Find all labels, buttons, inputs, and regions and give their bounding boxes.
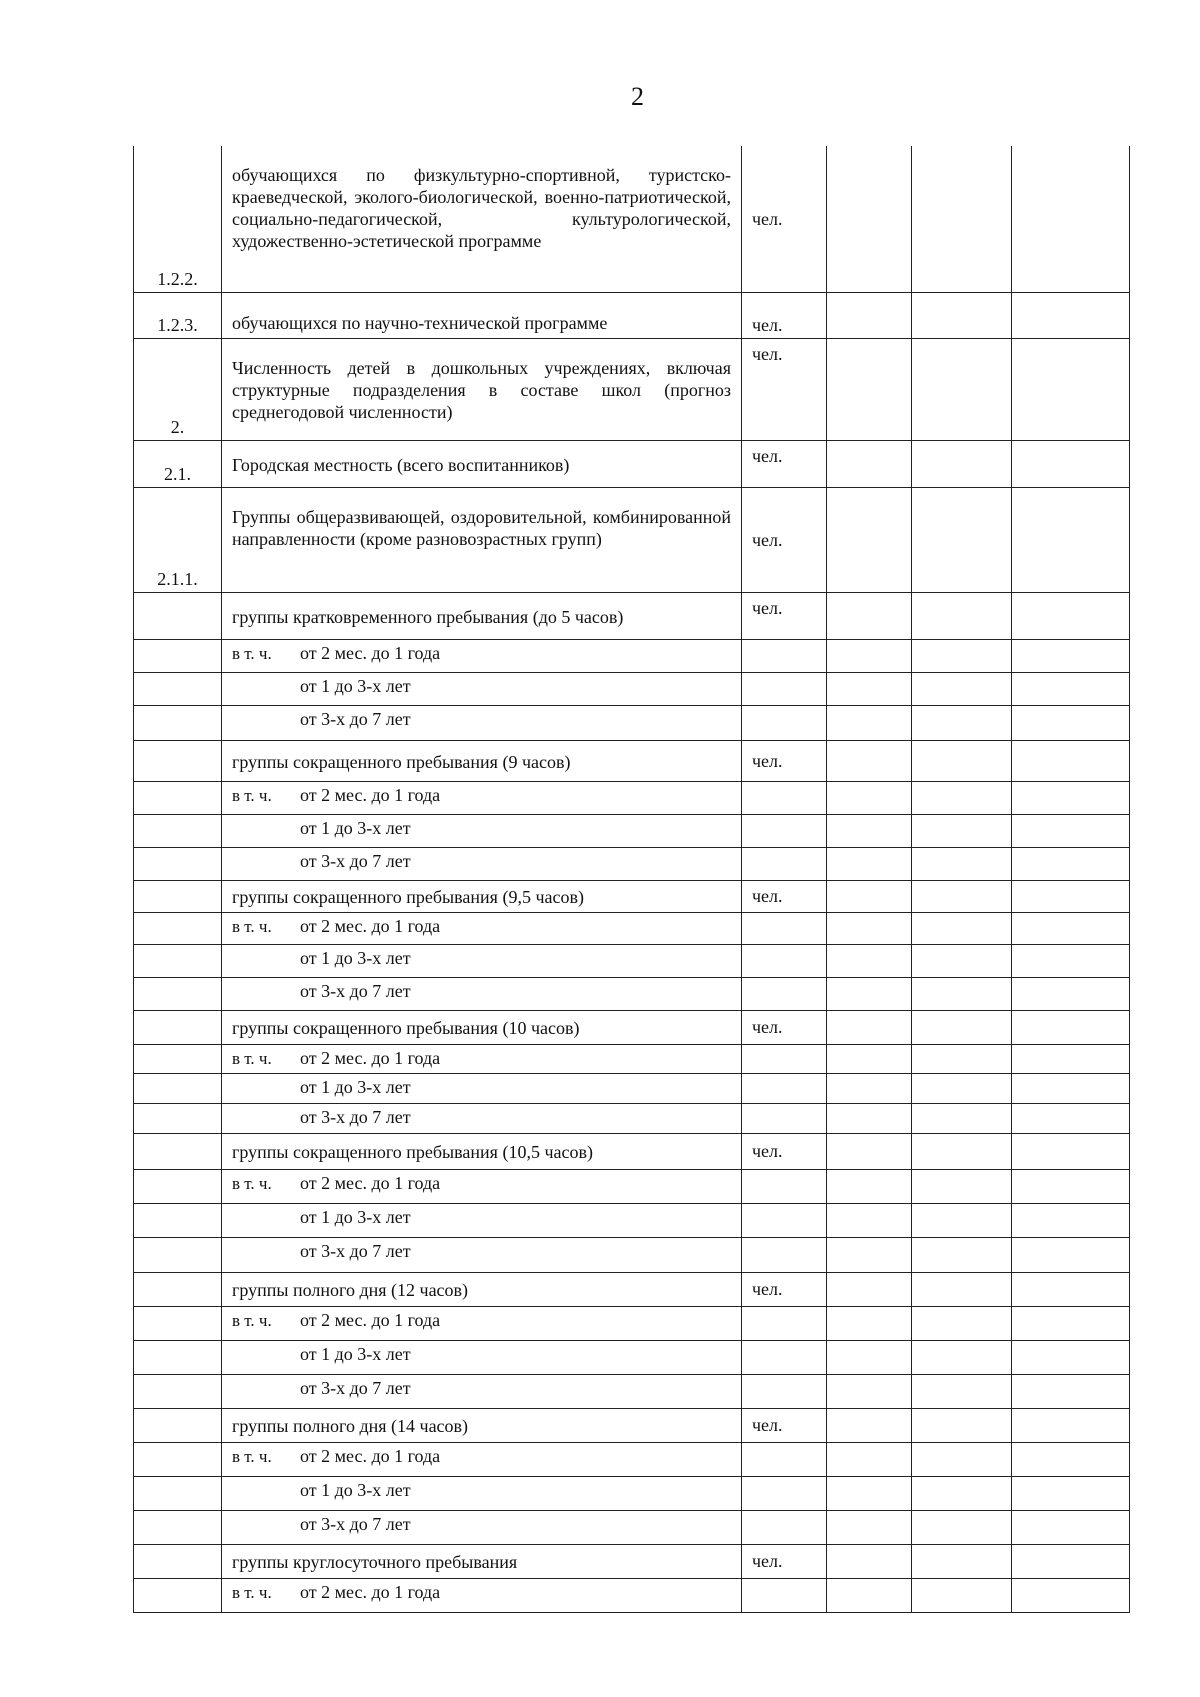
row-unit: чел. (742, 592, 827, 639)
row-unit: чел. (742, 1408, 827, 1442)
value-cell (1012, 880, 1130, 912)
value-cell (912, 1044, 1012, 1073)
row-age-range: от 3-х до 7 лет (300, 980, 411, 1001)
row-unit (742, 639, 827, 672)
table-row (134, 1578, 1130, 1612)
table-row (134, 1544, 1130, 1578)
row-code (134, 1510, 222, 1544)
value-cell (1012, 1073, 1130, 1103)
row-text (222, 944, 742, 977)
row-text (222, 1374, 742, 1408)
value-cell (1012, 1476, 1130, 1510)
row-unit (742, 1103, 827, 1133)
value-cell (1012, 1374, 1130, 1408)
value-cell (1012, 1340, 1130, 1374)
row-text (222, 847, 742, 880)
row-unit (742, 1306, 827, 1340)
value-cell (1012, 912, 1130, 944)
value-cell (827, 977, 912, 1010)
value-cell (1012, 639, 1130, 672)
row-age-range: от 2 мес. до 1 года (300, 784, 441, 805)
row-prefix: в т. ч. (232, 1048, 272, 1068)
value-cell (912, 1578, 1012, 1612)
value-cell (1012, 1237, 1130, 1272)
row-unit (742, 1237, 827, 1272)
value-cell (912, 1010, 1012, 1044)
row-code (134, 1169, 222, 1203)
value-cell (912, 1510, 1012, 1544)
row-code (134, 1476, 222, 1510)
value-cell (912, 1544, 1012, 1578)
value-cell (912, 1169, 1012, 1203)
row-text (222, 1510, 742, 1544)
row-text (222, 1103, 742, 1133)
value-cell (1012, 146, 1130, 292)
row-age-range: от 2 мес. до 1 года (300, 642, 441, 663)
value-cell (827, 814, 912, 847)
value-cell (827, 1578, 912, 1612)
row-age-range: от 3-х до 7 лет (300, 1377, 411, 1398)
row-code (134, 781, 222, 814)
row-unit: чел. (742, 487, 827, 592)
row-unit (742, 912, 827, 944)
value-cell (1012, 705, 1130, 740)
value-cell (912, 814, 1012, 847)
row-code (134, 814, 222, 847)
row-code: 1.2.3. (134, 292, 222, 338)
row-code (134, 1374, 222, 1408)
value-cell (827, 1103, 912, 1133)
table-row (134, 1510, 1130, 1544)
row-unit: чел. (742, 1544, 827, 1578)
row-prefix: в т. ч. (232, 785, 272, 805)
row-text (222, 1237, 742, 1272)
row-age-range: от 1 до 3-х лет (300, 1206, 411, 1227)
table-row (134, 1010, 1130, 1044)
row-unit (742, 1578, 827, 1612)
row-code (134, 672, 222, 705)
value-cell (1012, 1306, 1130, 1340)
value-cell (912, 912, 1012, 944)
row-text: Городская местность (всего воспитанников) (222, 440, 742, 487)
table-row (134, 1133, 1130, 1169)
row-code (134, 912, 222, 944)
row-code: 2. (134, 338, 222, 440)
row-code (134, 1442, 222, 1476)
row-text (222, 977, 742, 1010)
value-cell (827, 1073, 912, 1103)
report-table (133, 146, 1130, 1613)
table-row (134, 1306, 1130, 1340)
table-row (134, 1442, 1130, 1476)
row-age-range: от 2 мес. до 1 года (300, 1172, 441, 1193)
row-prefix: в т. ч. (232, 916, 272, 936)
row-unit (742, 977, 827, 1010)
value-cell (912, 944, 1012, 977)
value-cell (1012, 338, 1130, 440)
value-cell (827, 672, 912, 705)
row-text (222, 1578, 742, 1612)
table-row (134, 944, 1130, 977)
value-cell (1012, 1544, 1130, 1578)
value-cell (912, 639, 1012, 672)
row-age-range: от 2 мес. до 1 года (300, 1581, 441, 1602)
row-unit (742, 672, 827, 705)
value-cell (827, 1374, 912, 1408)
row-text: Численность детей в дошкольных учреждениях, включая структурные подразделения в составе школ (прогноз среднегодовой численности) (222, 338, 742, 440)
value-cell (827, 1272, 912, 1306)
value-cell (912, 880, 1012, 912)
row-text (222, 639, 742, 672)
value-cell (912, 781, 1012, 814)
value-cell (1012, 944, 1130, 977)
row-unit (742, 705, 827, 740)
row-text: группы круглосуточного пребывания (222, 1544, 742, 1578)
row-text: группы сокращенного пребывания (9,5 часов) (222, 880, 742, 912)
row-age-range: от 2 мес. до 1 года (300, 915, 441, 936)
value-cell (912, 705, 1012, 740)
row-code (134, 1133, 222, 1169)
table-row (134, 1169, 1130, 1203)
row-code (134, 880, 222, 912)
row-age-range: от 3-х до 7 лет (300, 850, 411, 871)
row-text (222, 1306, 742, 1340)
value-cell (1012, 592, 1130, 639)
value-cell (827, 1476, 912, 1510)
value-cell (912, 1272, 1012, 1306)
value-cell (827, 1133, 912, 1169)
value-cell (1012, 814, 1130, 847)
table-row (134, 639, 1130, 672)
value-cell (827, 705, 912, 740)
value-cell (1012, 1408, 1130, 1442)
table-row (134, 781, 1130, 814)
row-age-range: от 1 до 3-х лет (300, 675, 411, 696)
value-cell (827, 592, 912, 639)
row-unit: чел. (742, 1272, 827, 1306)
row-prefix: в т. ч. (232, 643, 272, 663)
table-row (134, 740, 1130, 781)
value-cell (827, 440, 912, 487)
table-row (134, 487, 1130, 592)
value-cell (1012, 1044, 1130, 1073)
row-age-range: от 1 до 3-х лет (300, 1343, 411, 1364)
value-cell (1012, 1203, 1130, 1237)
table-row (134, 292, 1130, 338)
row-text: обучающихся по научно-технической программе (222, 292, 742, 338)
row-code (134, 1073, 222, 1103)
value-cell (912, 1133, 1012, 1169)
row-age-range: от 3-х до 7 лет (300, 1106, 411, 1127)
row-unit (742, 1169, 827, 1203)
table-row (134, 814, 1130, 847)
row-text (222, 1476, 742, 1510)
value-cell (912, 146, 1012, 292)
table-row (134, 1103, 1130, 1133)
row-age-range: от 1 до 3-х лет (300, 1076, 411, 1097)
value-cell (912, 338, 1012, 440)
table-row (134, 977, 1130, 1010)
value-cell (827, 1510, 912, 1544)
value-cell (827, 292, 912, 338)
value-cell (827, 1203, 912, 1237)
row-unit: чел. (742, 338, 827, 440)
table-row (134, 1237, 1130, 1272)
row-code (134, 1010, 222, 1044)
row-code (134, 1044, 222, 1073)
value-cell (1012, 1272, 1130, 1306)
row-unit (742, 1340, 827, 1374)
value-cell (912, 1103, 1012, 1133)
row-unit (742, 847, 827, 880)
table-row (134, 672, 1130, 705)
table-row (134, 912, 1130, 944)
row-unit (742, 944, 827, 977)
row-text (222, 912, 742, 944)
row-text (222, 1442, 742, 1476)
value-cell (912, 292, 1012, 338)
table-row (134, 1476, 1130, 1510)
row-age-range: от 2 мес. до 1 года (300, 1445, 441, 1466)
value-cell (912, 672, 1012, 705)
value-cell (912, 1237, 1012, 1272)
table-row (134, 592, 1130, 639)
value-cell (912, 977, 1012, 1010)
table-row (134, 1374, 1130, 1408)
row-code (134, 592, 222, 639)
value-cell (912, 1476, 1012, 1510)
value-cell (827, 912, 912, 944)
row-unit: чел. (742, 880, 827, 912)
table-row (134, 1044, 1130, 1073)
table-row (134, 880, 1130, 912)
row-code (134, 1340, 222, 1374)
value-cell (912, 440, 1012, 487)
value-cell (1012, 1169, 1130, 1203)
row-unit (742, 781, 827, 814)
row-text (222, 814, 742, 847)
value-cell (912, 592, 1012, 639)
row-code (134, 1544, 222, 1578)
value-cell (912, 1340, 1012, 1374)
row-unit (742, 1476, 827, 1510)
value-cell (1012, 1510, 1130, 1544)
value-cell (827, 944, 912, 977)
row-code (134, 1306, 222, 1340)
row-code (134, 1103, 222, 1133)
value-cell (1012, 487, 1130, 592)
value-cell (827, 487, 912, 592)
value-cell (827, 1044, 912, 1073)
row-code (134, 1272, 222, 1306)
value-cell (912, 487, 1012, 592)
value-cell (1012, 740, 1130, 781)
row-unit (742, 1044, 827, 1073)
row-code (134, 1237, 222, 1272)
row-prefix: в т. ч. (232, 1582, 272, 1602)
row-unit (742, 1442, 827, 1476)
table-row (134, 705, 1130, 740)
row-age-range: от 3-х до 7 лет (300, 1240, 411, 1261)
row-text: группы полного дня (14 часов) (222, 1408, 742, 1442)
row-age-range: от 3-х до 7 лет (300, 1513, 411, 1534)
value-cell (1012, 1578, 1130, 1612)
value-cell (1012, 977, 1130, 1010)
value-cell (1012, 781, 1130, 814)
table-row (134, 146, 1130, 292)
row-text: группы полного дня (12 часов) (222, 1272, 742, 1306)
page-number: 2 (631, 82, 644, 111)
value-cell (1012, 847, 1130, 880)
row-code (134, 847, 222, 880)
row-code (134, 705, 222, 740)
value-cell (1012, 672, 1130, 705)
row-text: группы кратковременного пребывания (до 5 часов) (222, 592, 742, 639)
value-cell (827, 1442, 912, 1476)
row-code: 2.1. (134, 440, 222, 487)
table-row (134, 847, 1130, 880)
row-text (222, 1340, 742, 1374)
row-code (134, 1203, 222, 1237)
row-age-range: от 1 до 3-х лет (300, 1479, 411, 1500)
row-unit (742, 814, 827, 847)
row-unit: чел. (742, 1010, 827, 1044)
row-unit (742, 1374, 827, 1408)
value-cell (912, 1408, 1012, 1442)
row-code: 2.1.1. (134, 487, 222, 592)
row-prefix: в т. ч. (232, 1310, 272, 1330)
table-row (134, 1203, 1130, 1237)
value-cell (827, 1408, 912, 1442)
table-row (134, 1340, 1130, 1374)
row-code (134, 639, 222, 672)
row-age-range: от 3-х до 7 лет (300, 708, 411, 729)
row-prefix: в т. ч. (232, 1446, 272, 1466)
row-text: группы сокращенного пребывания (10,5 часов) (222, 1133, 742, 1169)
value-cell (827, 1237, 912, 1272)
value-cell (1012, 1442, 1130, 1476)
value-cell (827, 1169, 912, 1203)
value-cell (912, 1073, 1012, 1103)
value-cell (1012, 1103, 1130, 1133)
row-text (222, 1073, 742, 1103)
row-text (222, 1169, 742, 1203)
row-text: обучающихся по физкультурно-спортивной, туристско-краеведческой, эколого-биологической, военно-патриотической, социально-педагогической, культурологической, художественно-эстетической программе (222, 146, 742, 292)
value-cell (827, 639, 912, 672)
value-cell (827, 1544, 912, 1578)
table-row (134, 1073, 1130, 1103)
value-cell (1012, 1133, 1130, 1169)
row-unit (742, 1510, 827, 1544)
value-cell (827, 338, 912, 440)
value-cell (912, 1306, 1012, 1340)
row-unit: чел. (742, 292, 827, 338)
row-text (222, 1044, 742, 1073)
row-unit: чел. (742, 740, 827, 781)
value-cell (1012, 440, 1130, 487)
value-cell (827, 1306, 912, 1340)
value-cell (827, 880, 912, 912)
row-code (134, 740, 222, 781)
value-cell (827, 847, 912, 880)
row-code: 1.2.2. (134, 146, 222, 292)
value-cell (827, 781, 912, 814)
row-text (222, 672, 742, 705)
row-code (134, 944, 222, 977)
row-code (134, 1408, 222, 1442)
value-cell (912, 1442, 1012, 1476)
row-text: группы сокращенного пребывания (9 часов) (222, 740, 742, 781)
row-unit: чел. (742, 146, 827, 292)
table-row (134, 338, 1130, 440)
row-text: группы сокращенного пребывания (10 часов) (222, 1010, 742, 1044)
table-row (134, 440, 1130, 487)
value-cell (827, 740, 912, 781)
table-row (134, 1272, 1130, 1306)
row-text (222, 1203, 742, 1237)
row-code (134, 977, 222, 1010)
row-unit: чел. (742, 440, 827, 487)
value-cell (1012, 1010, 1130, 1044)
table-row (134, 1408, 1130, 1442)
value-cell (912, 847, 1012, 880)
value-cell (1012, 292, 1130, 338)
value-cell (912, 1374, 1012, 1408)
value-cell (827, 146, 912, 292)
row-unit: чел. (742, 1133, 827, 1169)
value-cell (827, 1010, 912, 1044)
row-age-range: от 2 мес. до 1 года (300, 1309, 441, 1330)
row-text (222, 705, 742, 740)
row-code (134, 1578, 222, 1612)
row-age-range: от 2 мес. до 1 года (300, 1047, 441, 1068)
row-age-range: от 1 до 3-х лет (300, 817, 411, 838)
value-cell (912, 1203, 1012, 1237)
row-unit (742, 1203, 827, 1237)
row-prefix: в т. ч. (232, 1173, 272, 1193)
row-unit (742, 1073, 827, 1103)
value-cell (827, 1340, 912, 1374)
row-text: Группы общеразвивающей, оздоровительной, комбинированной направленности (кроме разновозрастных групп) (222, 487, 742, 592)
row-text (222, 781, 742, 814)
value-cell (912, 740, 1012, 781)
row-age-range: от 1 до 3-х лет (300, 947, 411, 968)
